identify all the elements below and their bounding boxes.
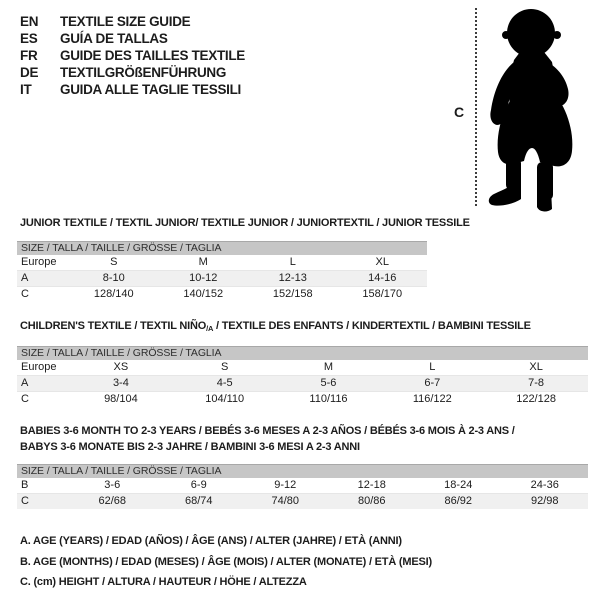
language-code: EN: [20, 14, 39, 29]
cell: 152/158: [272, 288, 313, 300]
cell: 6-7: [424, 377, 441, 389]
table-row: [17, 392, 588, 407]
cell: 14-16: [368, 272, 397, 284]
language-title: GUIDE DES TAILLES TEXTILE: [60, 48, 246, 63]
size-table-header: SIZE / TALLA / TAILLE / GRÖSSE / TAGLIA: [17, 464, 588, 478]
children-section-title-text: / TEXTILE DES ENFANTS / KINDERTEXTIL / BAMBINI TESSILE: [213, 320, 531, 332]
cell: 104/110: [205, 393, 245, 405]
children-section-title: [20, 320, 531, 332]
cell: XL: [375, 256, 389, 268]
cell: 128/140: [93, 288, 134, 300]
language-title: TEXTILE SIZE GUIDE: [60, 14, 191, 29]
legend-line-b: B. AGE (MONTHS) / EDAD (MESES) / ÂGE (MOIS) / ALTER (MONATE) / ETÀ (MESI): [20, 555, 432, 568]
language-code: IT: [20, 82, 32, 97]
junior-section-title-text: JUNIOR TEXTILE / TEXTIL JUNIOR/ TEXTILE JUNIOR / JUNIORTEXTIL / JUNIOR TESSILE: [20, 217, 470, 229]
language-title: GUIDA ALLE TAGLIE TESSILI: [60, 82, 241, 97]
cell: 3-6: [104, 479, 121, 491]
cell: M: [323, 361, 334, 373]
language-row: [20, 64, 245, 81]
cell: 24-36: [530, 479, 559, 491]
cell: S: [110, 256, 118, 268]
table-row: [17, 255, 427, 271]
measurement-legend: [20, 531, 432, 593]
cell: 158/170: [362, 288, 403, 300]
babies-section-title-line1: BABIES 3-6 MONTH TO 2-3 YEARS / BEBÉS 3-6 MESES A 2-3 AÑOS / BÉBÉS 3-6 MOIS À 2-3 ANS /: [20, 425, 515, 437]
language-row: [20, 47, 245, 64]
cell: M: [198, 256, 208, 268]
cell: 86/92: [444, 495, 473, 507]
cell: 122/128: [516, 393, 556, 405]
row-label: C: [21, 393, 29, 405]
cell: 6-9: [190, 479, 207, 491]
table-row: [17, 478, 588, 494]
cell: L: [429, 361, 436, 373]
table-row: [17, 271, 427, 287]
height-measure-label: C: [454, 104, 465, 120]
cell: 92/98: [530, 495, 559, 507]
row-label: A: [21, 272, 29, 284]
cell: 68/74: [184, 495, 213, 507]
language-code: DE: [20, 65, 39, 80]
cell: 9-12: [274, 479, 297, 491]
cell: 98/104: [104, 393, 138, 405]
cell: 8-10: [102, 272, 125, 284]
cell: S: [221, 361, 229, 373]
cell: 5-6: [320, 377, 337, 389]
table-row: [17, 376, 588, 392]
cell: 3-4: [112, 377, 129, 389]
cell: 18-24: [444, 479, 473, 491]
table-row: [17, 287, 427, 302]
children-section-title-text: CHILDREN'S TEXTILE / TEXTIL NIÑO: [20, 320, 207, 332]
cell: XL: [529, 361, 543, 373]
row-label: B: [21, 479, 29, 491]
height-measure-dotted-line: [475, 8, 477, 206]
babies-section-title: [20, 424, 595, 455]
language-row: [20, 30, 245, 47]
cell: 74/80: [271, 495, 300, 507]
junior-section-title: [20, 217, 470, 229]
cell: 10-12: [189, 272, 218, 284]
row-label: Europe: [21, 361, 57, 373]
cell: L: [289, 256, 296, 268]
language-code: ES: [20, 31, 38, 46]
language-row: [20, 13, 245, 30]
cell: 116/122: [412, 393, 452, 405]
babies-size-table: [17, 464, 588, 509]
size-table-header: SIZE / TALLA / TAILLE / GRÖSSE / TAGLIA: [17, 346, 588, 360]
cell: 4-5: [216, 377, 233, 389]
language-title-block: [20, 13, 245, 98]
row-label: A: [21, 377, 29, 389]
legend-line-c: C. (cm) HEIGHT / ALTURA / HAUTEUR / HÖHE / ALTEZZA: [20, 576, 307, 588]
cell: 140/152: [183, 288, 224, 300]
row-label: Europe: [21, 256, 57, 268]
language-code: FR: [20, 48, 38, 63]
cell: 12-13: [278, 272, 307, 284]
children-size-table: [17, 346, 588, 407]
table-row: [17, 360, 588, 376]
language-title: GUÍA DE TALLAS: [60, 31, 168, 46]
cell: 12-18: [357, 479, 386, 491]
row-label: C: [21, 495, 29, 507]
cell: 62/68: [98, 495, 127, 507]
children-section-title-subscript: /A: [206, 324, 214, 333]
cell: 80/86: [357, 495, 386, 507]
babies-section-title-line2: BABYS 3-6 MONATE BIS 2-3 JAHRE / BAMBINI 3-6 MESI A 2-3 ANNI: [20, 440, 360, 453]
row-label: C: [21, 288, 29, 300]
size-table-header: SIZE / TALLA / TAILLE / GRÖSSE / TAGLIA: [17, 241, 427, 255]
cell: 7-8: [528, 377, 545, 389]
language-row: [20, 81, 245, 98]
junior-size-table: [17, 241, 427, 302]
language-title: TEXTILGRÖßENFÜHRUNG: [60, 65, 227, 80]
cell: 110/116: [309, 393, 348, 405]
table-row: [17, 494, 588, 509]
legend-line-a: A. AGE (YEARS) / EDAD (AÑOS) / ÂGE (ANS) / ALTER (JAHRE) / ETÀ (ANNI): [20, 535, 402, 547]
baby-silhouette-icon: [484, 2, 600, 216]
cell: XS: [113, 361, 129, 373]
